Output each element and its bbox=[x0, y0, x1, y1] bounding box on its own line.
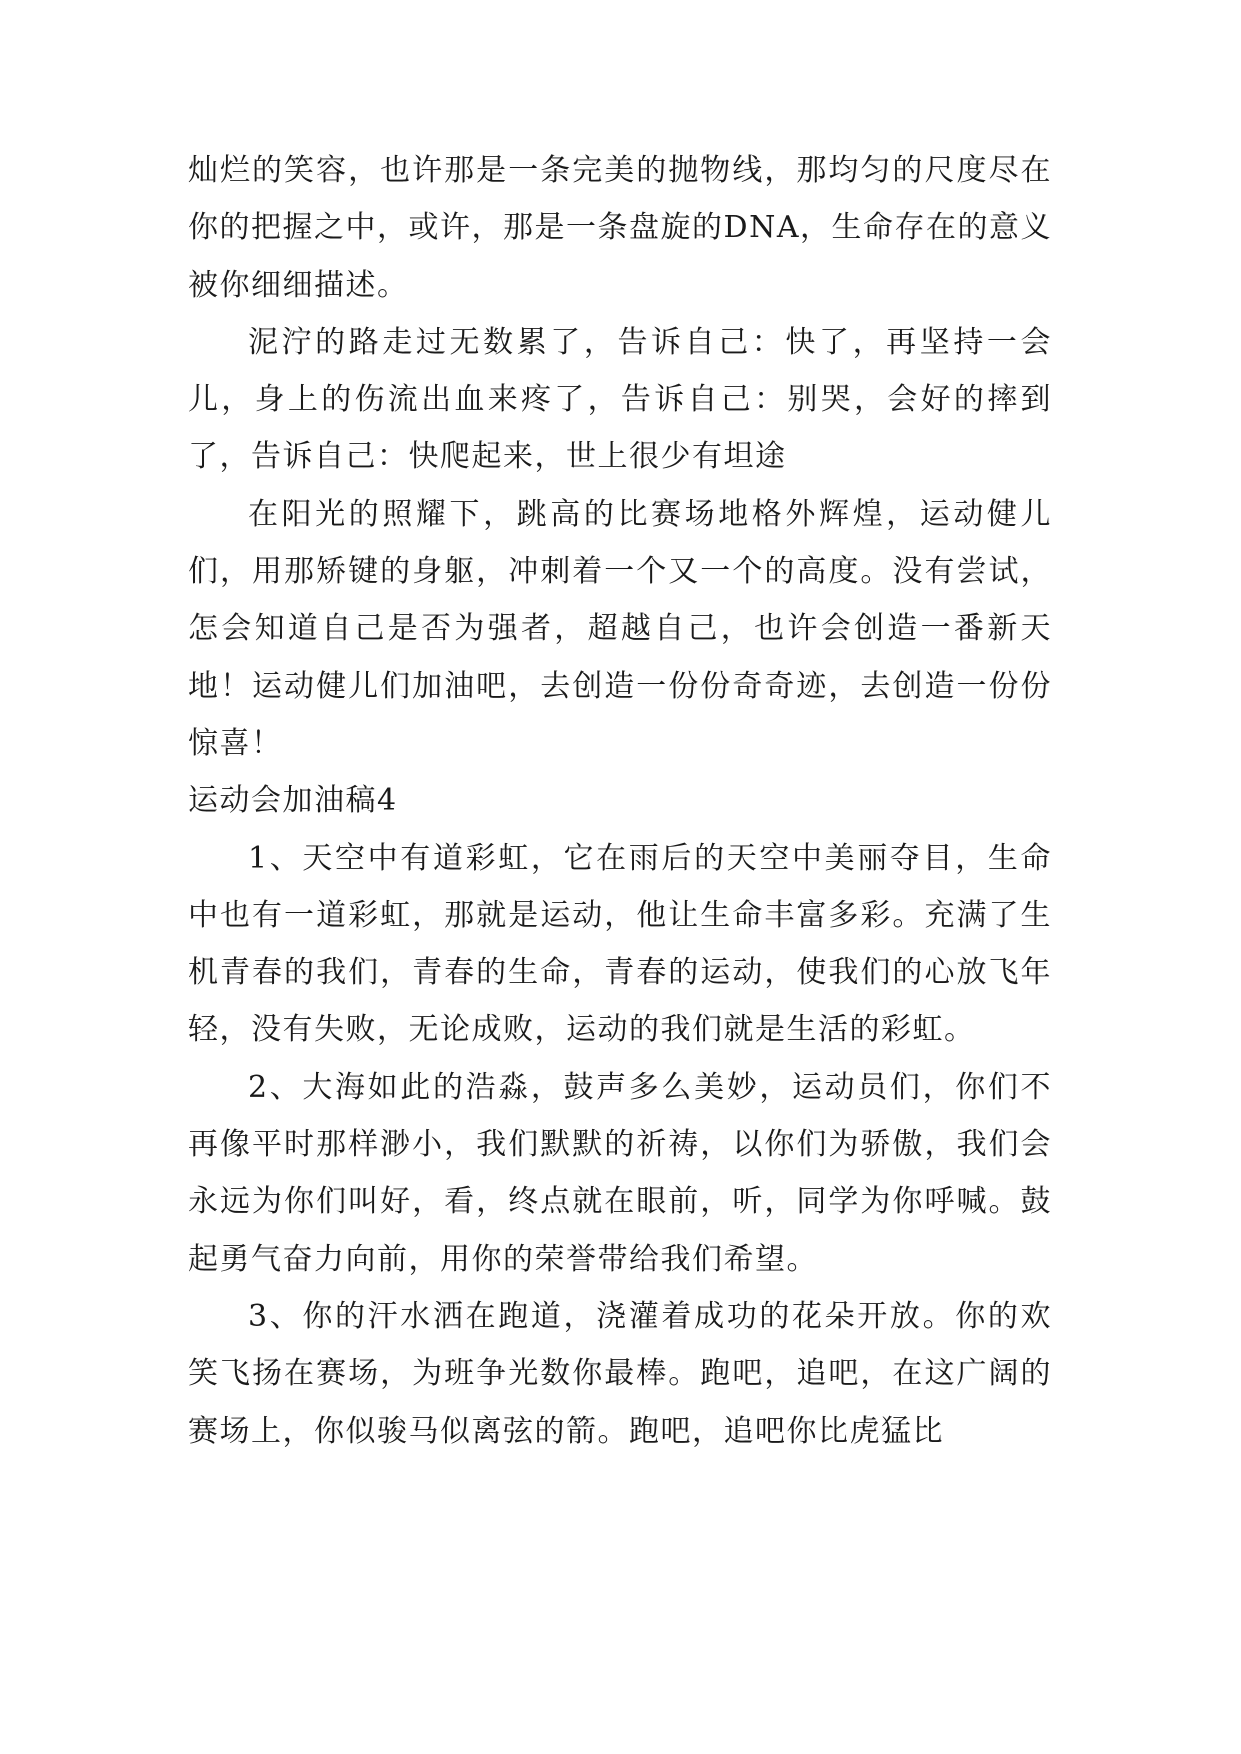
paragraph-muddy-road: 泥泞的路走过无数累了，告诉自己：快了，再坚持一会儿，身上的伤流出血来疼了，告诉自己：别哭，会好的摔到了，告诉自己：快爬起来，世上很少有坦途 bbox=[188, 324, 1052, 475]
section-heading: 运动会加油稿4 bbox=[188, 783, 398, 819]
document-body bbox=[188, 142, 1052, 1460]
paragraph-item-1: 1、天空中有道彩虹，它在雨后的天空中美丽夺目，生命中也有一道彩虹，那就是运动，他让生命丰富多彩。充满了生机青春的我们，青春的生命，青春的运动，使我们的心放飞年轻，没有失败，无论成败，运动的我们就是生活的彩虹。 bbox=[188, 840, 1052, 1048]
paragraph-item-2: 2、大海如此的浩淼，鼓声多么美妙，运动员们，你们不再像平时那样渺小，我们默默的祈祷，以你们为骄傲，我们会永远为你们叫好，看，终点就在眼前，听，同学为你呼喊。鼓起勇气奋力向前，用你的荣誉带给我们希望。 bbox=[188, 1069, 1052, 1277]
paragraph-high-jump: 在阳光的照耀下，跳高的比赛场地格外辉煌，运动健儿们，用那矫键的身躯，冲刺着一个又一个的高度。没有尝试，怎会知道自己是否为强者，超越自己，也许会创造一番新天地！运动健儿们加油吧，去创造一份份奇奇迹，去创造一份份惊喜！ bbox=[188, 496, 1052, 761]
paragraph-item-3: 3、你的汗水洒在跑道，浇灌着成功的花朵开放。你的欢笑飞扬在赛场，为班争光数你最棒。跑吧，追吧，在这广阔的赛场上，你似骏马似离弦的箭。跑吧，追吧你比虎猛比 bbox=[188, 1298, 1052, 1449]
paragraph-continuation: 灿烂的笑容，也许那是一条完美的抛物线，那均匀的尺度尽在你的把握之中，或许，那是一条盘旋的DNA，生命存在的意义被你细细描述。 bbox=[188, 153, 1052, 303]
